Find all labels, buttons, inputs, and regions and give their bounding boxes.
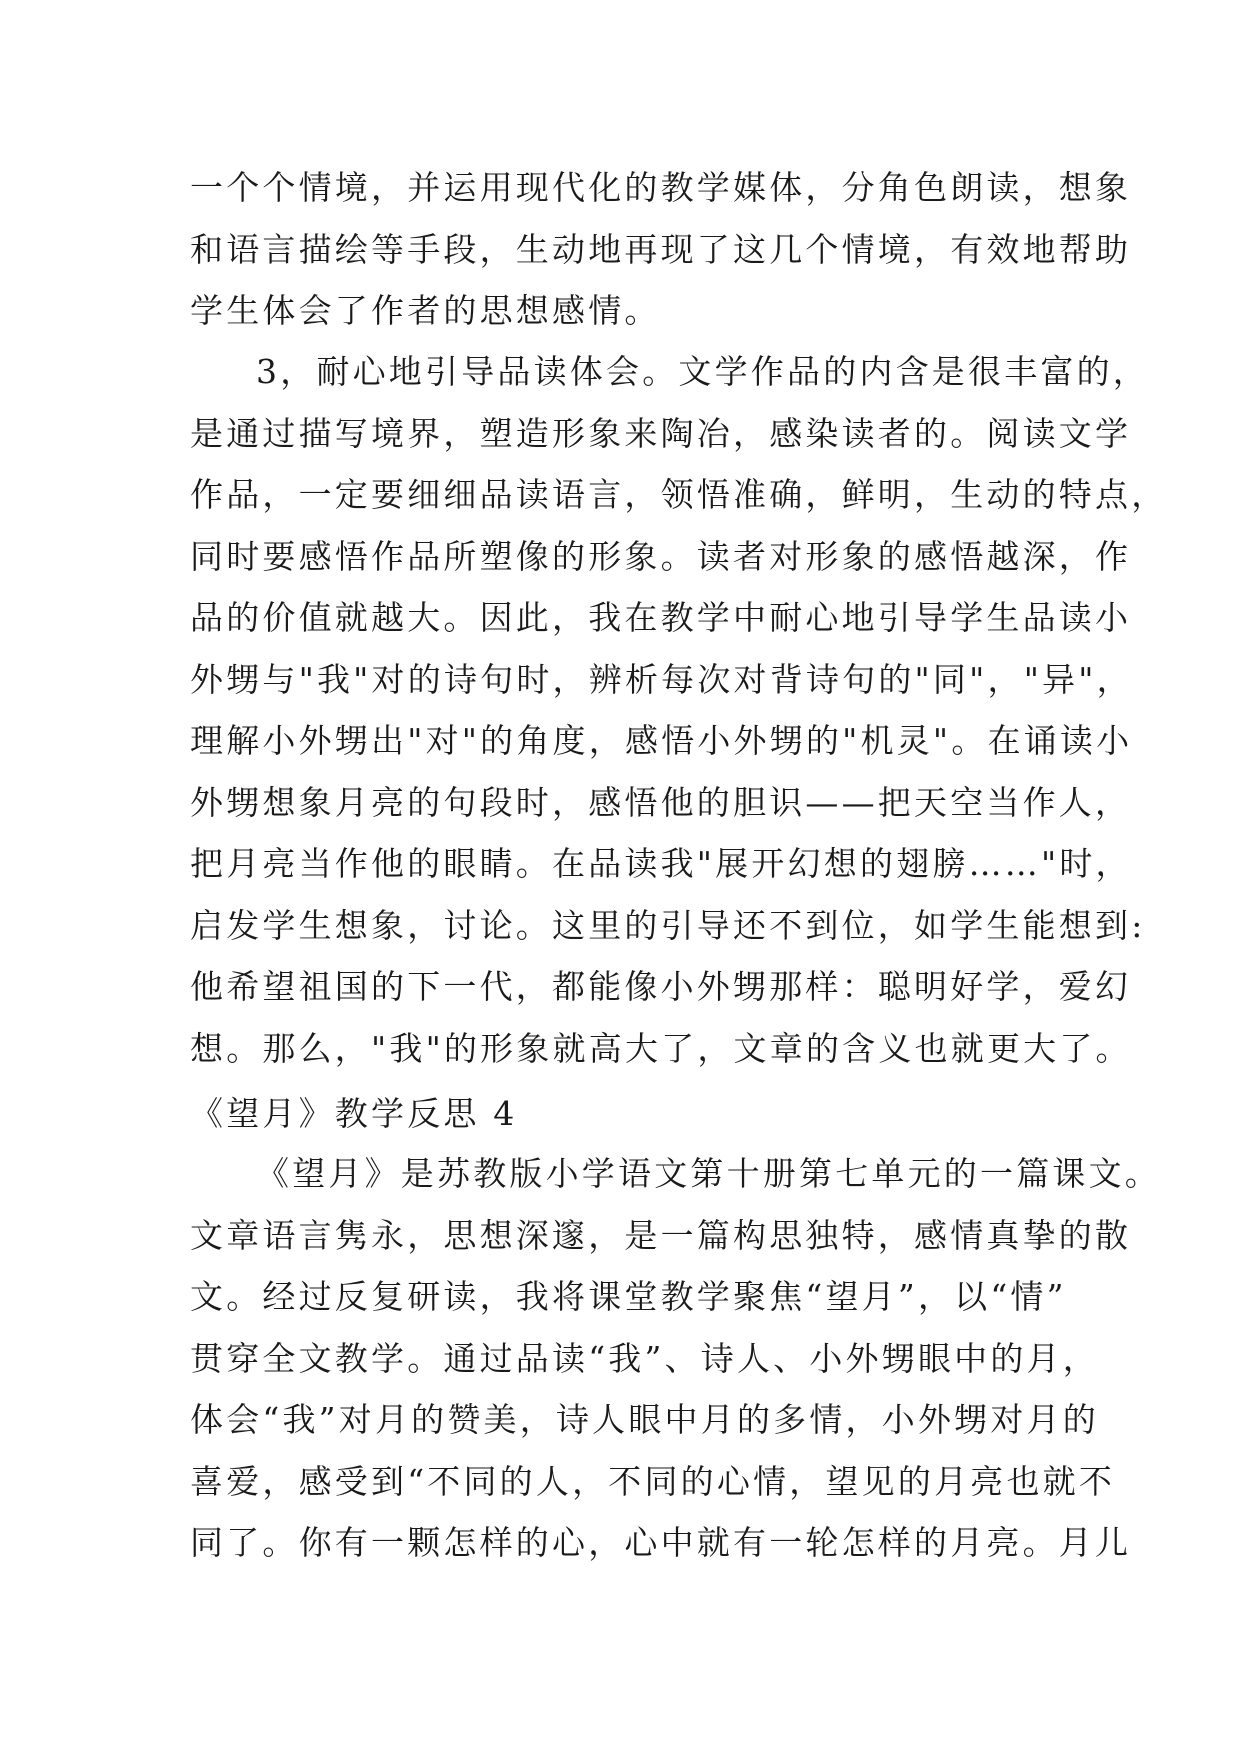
text-line: 体会“我”对月的赞美，诗人眼中月的多情，小外甥对月的 [190,1400,1099,1439]
text-line: 和语言描绘等手段，生动地再现了这几个情境，有效地帮助 [190,229,1132,269]
text-line: 《望月》是苏教版小学语文第十册第七单元的一篇课文。 [256,1154,1161,1193]
text-line: 3，耐心地引导品读体会。文学作品的内含是很丰富的， [256,352,1149,391]
section-heading [190,1083,1070,1145]
text-line: 品的价值就越大。因此，我在教学中耐心地引导学生品读小 [190,598,1132,637]
text-line: 外甥想象月亮的句段时，感悟他的胆识——把天空当作人， [190,782,1132,822]
text-line: 把月亮当作他的眼睛。在品读我"展开幻想的翅膀……"时， [190,844,1132,883]
paragraph-continuation [190,157,1132,342]
text-line: 同时要感悟作品所塑像的形象。读者对形象的感悟越深，作 [190,536,1132,576]
text-line: 一个个情境，并运用现代化的教学媒体，分角色朗读，想象 [190,168,1132,207]
text-line: 启发学生想象，讨论。这里的引导还不到位，如学生能想到: [190,905,1146,945]
text-line: 贯穿全文教学。通过品读“我”、诗人、小外甥眼中的月， [190,1338,1099,1378]
paragraph-section-body [190,1143,1161,1574]
text-line: 外甥与"我"对的诗句时，辨析每次对背诗句的"同"，"异"， [190,659,1133,699]
text-line: 想。那么，"我"的形象就高大了，文章的含义也就更大了。 [190,1028,1132,1068]
text-line: 是通过描写境界，塑造形象来陶冶，感染读者的。阅读文学 [190,413,1132,453]
text-line: 作品，一定要细细品读语言，领悟准确，鲜明，生动的特点， [190,475,1168,514]
text-line: 同了。你有一颗怎样的心，心中就有一轮怎样的月亮。月儿 [190,1523,1132,1562]
text-line: 他希望祖国的下一代，都能像小外甥那样：聪明好学，爱幻 [190,967,1132,1006]
section-heading-text: 《望月》教学反思 4 [190,1094,518,1133]
text-line: 学生体会了作者的思想感情。 [190,291,661,330]
paragraph-point-3 [190,341,1168,1079]
text-line: 文。经过反复研读，我将课堂教学聚焦“望月”，以“情” [190,1277,1067,1316]
text-line: 喜爱，感受到“不同的人，不同的心情，望见的月亮也就不 [190,1461,1116,1501]
text-line: 理解小外甥出"对"的角度，感悟小外甥的"机灵"。在诵读小 [190,721,1133,760]
text-line: 文章语言隽永，思想深邃，是一篇构思独特，感情真挚的散 [190,1215,1132,1255]
